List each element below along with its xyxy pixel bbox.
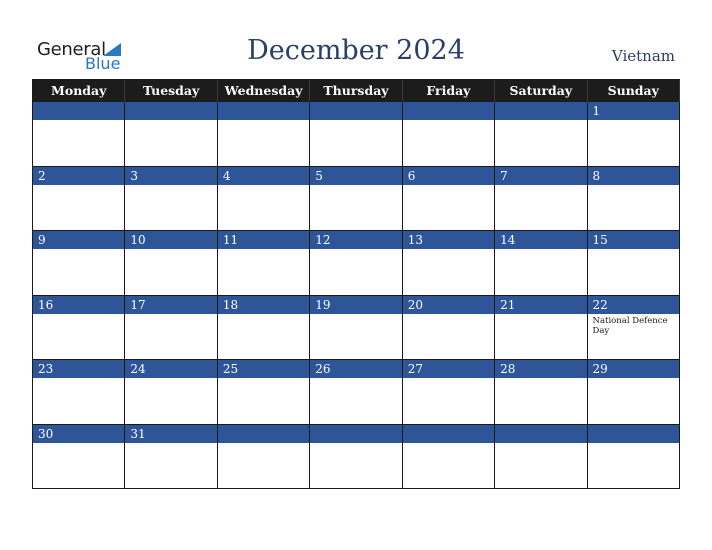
day-number-band (125, 102, 216, 120)
day-cell[interactable] (310, 167, 402, 232)
weekday-header: Wednesday (218, 80, 310, 102)
day-number: 3 (130, 168, 139, 183)
day-number: 10 (130, 233, 146, 247)
day-number-band (403, 231, 494, 249)
day-number-band (218, 296, 309, 314)
day-number-band (218, 231, 309, 249)
day-cell[interactable] (588, 231, 680, 296)
day-number-band (588, 102, 679, 120)
day-number: 23 (38, 362, 54, 376)
day-number-band (588, 425, 679, 443)
day-number: 21 (500, 297, 516, 312)
day-cell[interactable] (125, 102, 217, 167)
day-number-band (33, 360, 124, 378)
day-cell[interactable] (403, 102, 495, 167)
logo-text-general: General (37, 39, 106, 60)
day-number: 7 (500, 168, 508, 183)
day-number: 6 (407, 168, 416, 183)
day-number-band (310, 296, 401, 314)
day-number-band (125, 231, 216, 249)
day-cell[interactable] (218, 167, 310, 232)
weekday-header: Friday (403, 80, 495, 102)
day-cell[interactable] (495, 296, 587, 361)
weekday-header: Thursday (310, 80, 402, 102)
day-number: 20 (407, 297, 423, 312)
day-cell[interactable] (403, 296, 495, 361)
day-number-band (125, 296, 216, 314)
day-cell[interactable] (588, 167, 680, 232)
day-number-band (588, 167, 679, 185)
day-cell[interactable] (33, 296, 125, 361)
day-cell[interactable] (218, 360, 310, 425)
day-number: 13 (407, 233, 423, 247)
day-number-band (403, 360, 494, 378)
day-cell[interactable] (218, 231, 310, 296)
day-number: 12 (315, 233, 331, 247)
weekday-header-row (33, 80, 680, 102)
day-number-band (495, 167, 586, 185)
day-number-band (125, 425, 216, 443)
day-cell[interactable] (218, 425, 310, 490)
week-row (33, 360, 680, 425)
day-number: 11 (222, 233, 239, 247)
day-number: 30 (38, 426, 54, 441)
day-number: 4 (222, 168, 231, 183)
weekday-header: Monday (33, 80, 125, 102)
day-number: 1 (592, 104, 601, 118)
day-number: 5 (315, 168, 323, 183)
calendar-grid (32, 79, 680, 489)
day-cell[interactable] (495, 231, 587, 296)
weekday-header: Tuesday (125, 80, 217, 102)
day-cell[interactable] (588, 296, 680, 361)
day-cell[interactable] (218, 296, 310, 361)
day-cell[interactable] (588, 360, 680, 425)
day-number-band (495, 231, 586, 249)
week-row (33, 231, 680, 296)
day-number-band (218, 167, 309, 185)
day-number: 14 (500, 233, 516, 247)
day-number-band (403, 296, 494, 314)
day-cell[interactable] (588, 102, 680, 167)
day-number-band (588, 231, 679, 249)
week-row (33, 296, 680, 361)
day-number-band (495, 102, 586, 120)
day-cell[interactable] (125, 231, 217, 296)
weeks (33, 102, 680, 489)
day-number: 27 (407, 362, 423, 376)
week-row (33, 167, 680, 232)
day-cell[interactable] (495, 167, 587, 232)
day-number-band (33, 102, 124, 120)
day-cell[interactable] (125, 296, 217, 361)
day-number-band (125, 167, 216, 185)
day-number: 22 (592, 297, 608, 312)
day-number-band (310, 425, 401, 443)
day-number-band (33, 425, 124, 443)
day-number-band (218, 102, 309, 120)
day-number: 17 (130, 297, 146, 312)
day-number-band (403, 102, 494, 120)
day-number-band (588, 296, 679, 314)
day-cell[interactable] (125, 167, 217, 232)
day-cell[interactable] (310, 296, 402, 361)
day-cell[interactable] (310, 231, 402, 296)
day-cell[interactable] (310, 360, 402, 425)
day-number-band (33, 296, 124, 314)
day-number-band (310, 102, 401, 120)
day-number: 25 (222, 362, 239, 376)
day-number-band (310, 360, 401, 378)
weekday-header: Saturday (495, 80, 587, 102)
day-number-band (218, 360, 309, 378)
day-number: 24 (130, 362, 146, 376)
day-cell[interactable] (403, 360, 495, 425)
day-number: 9 (38, 233, 46, 247)
day-number: 8 (592, 168, 601, 183)
day-number: 19 (315, 297, 331, 312)
day-number: 31 (130, 426, 146, 441)
day-number-band (403, 425, 494, 443)
day-number-band (310, 231, 401, 249)
day-number: 15 (592, 233, 608, 247)
day-number: 18 (222, 297, 239, 312)
day-number: 16 (38, 297, 54, 312)
day-cell[interactable] (403, 167, 495, 232)
day-number-band (33, 167, 124, 185)
day-number-band (495, 296, 586, 314)
logo-text-blue: Blue (85, 54, 121, 73)
day-cell[interactable] (588, 425, 680, 490)
day-number: 28 (500, 362, 516, 376)
day-number: 26 (315, 362, 331, 376)
day-cell[interactable] (495, 360, 587, 425)
day-cell[interactable] (125, 360, 217, 425)
day-number: 2 (38, 168, 46, 183)
day-cell[interactable] (33, 425, 125, 490)
day-cell[interactable] (310, 425, 402, 490)
day-number-band (125, 360, 216, 378)
day-cell[interactable] (310, 102, 402, 167)
weekday-header: Sunday (588, 80, 680, 102)
day-number-band (495, 360, 586, 378)
week-row (33, 425, 680, 490)
day-cell[interactable] (218, 102, 310, 167)
page-title: December 2024 (247, 35, 465, 66)
day-cell[interactable] (495, 102, 587, 167)
day-number-band (218, 425, 309, 443)
day-number-band (310, 167, 401, 185)
day-cell[interactable] (33, 360, 125, 425)
day-cell[interactable] (125, 425, 217, 490)
day-cell[interactable] (403, 231, 495, 296)
day-number-band (495, 425, 586, 443)
day-cell[interactable] (33, 231, 125, 296)
week-row (33, 102, 680, 167)
country-label: Vietnam (611, 47, 675, 65)
day-cell[interactable] (495, 425, 587, 490)
day-number-band (403, 167, 494, 185)
holiday-event: National Defence Day (592, 315, 668, 336)
day-number: 29 (592, 362, 608, 376)
day-cell[interactable] (33, 167, 125, 232)
day-cell[interactable] (403, 425, 495, 490)
day-number-band (33, 231, 124, 249)
day-cell[interactable] (33, 102, 125, 167)
day-number-band (588, 360, 679, 378)
